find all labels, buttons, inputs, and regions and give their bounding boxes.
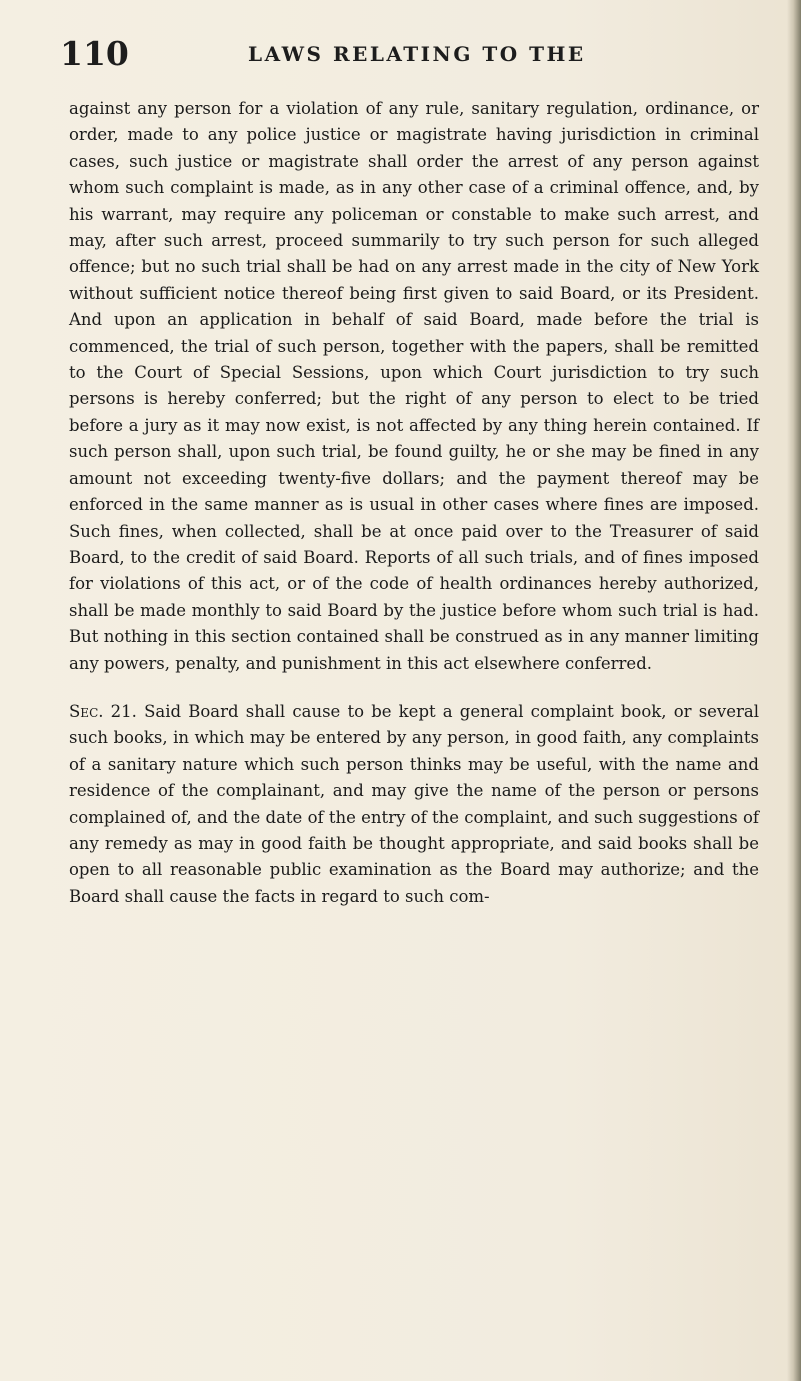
paragraph-section-21 <box>69 699 759 910</box>
body-text <box>69 96 759 910</box>
page-number: 110 <box>60 34 129 73</box>
running-head: LAWS RELATING TO THE <box>248 42 586 66</box>
page-header <box>60 34 740 74</box>
section-label: Sec. 21. <box>69 701 137 721</box>
paragraph-text: Said Board shall cause to be kept a general complaint book, or several such books, in which may be entered by any person, in good faith, any complaints of a sanitary nature which such person thinks may be useful, with the name and residence of the complainant, and may give the name of the person or persons complained of, and the date of the entry of the complaint, and such suggestions of any remedy as may in good faith be thought appropriate, and said books shall be open to all reasonable public examination as the Board may authorize; and the Board shall cause the facts in regard to such com- <box>69 701 760 906</box>
paragraph <box>69 96 759 677</box>
page-edge-shadow <box>787 0 801 1381</box>
paragraph-text: against any person for a violation of any rule, sanitary regulation, ordinance, or order, made to any police justice or magistrate having jurisdiction in criminal cases, such justice or magistrate shall order the arrest of any person against whom such complaint is made, as in any other case of a criminal offence, and, by his warrant, may require any policeman or constable to make such arrest, and may, after such arrest, proceed summarily to try such person for such alleged offence; but no such trial shall be had on any arrest made in the city of New York without sufficient notice thereof being first given to said Board, or its President. And upon an application in behalf of said Board, made before the trial is commenced, the trial of such person, together with the papers, shall be remitted to the Court of Special Sessions, upon which Court jurisdiction to try such persons is hereby conferred; but the right of any person to elect to be tried before a jury as it may now exist, is not affected by any thing herein contained. If such person shall, upon such trial, be found guilty, he or she may be fined in any amount not exceeding twenty-five dollars; and the payment thereof may be enforced in the same manner as is usual in other cases where fines are imposed. Such fines, when collected, shall be at once paid over to the Treasurer of said Board, to the credit of said Board. Reports of all such trials, and of fines imposed for violations of this act, or of the code of health ordinances hereby authorized, shall be made monthly to said Board by the justice before whom such trial is had. But nothing in this section contained shall be construed as in any manner limiting any powers, penalty, and punishment in this act elsewhere conferred. <box>69 99 759 673</box>
